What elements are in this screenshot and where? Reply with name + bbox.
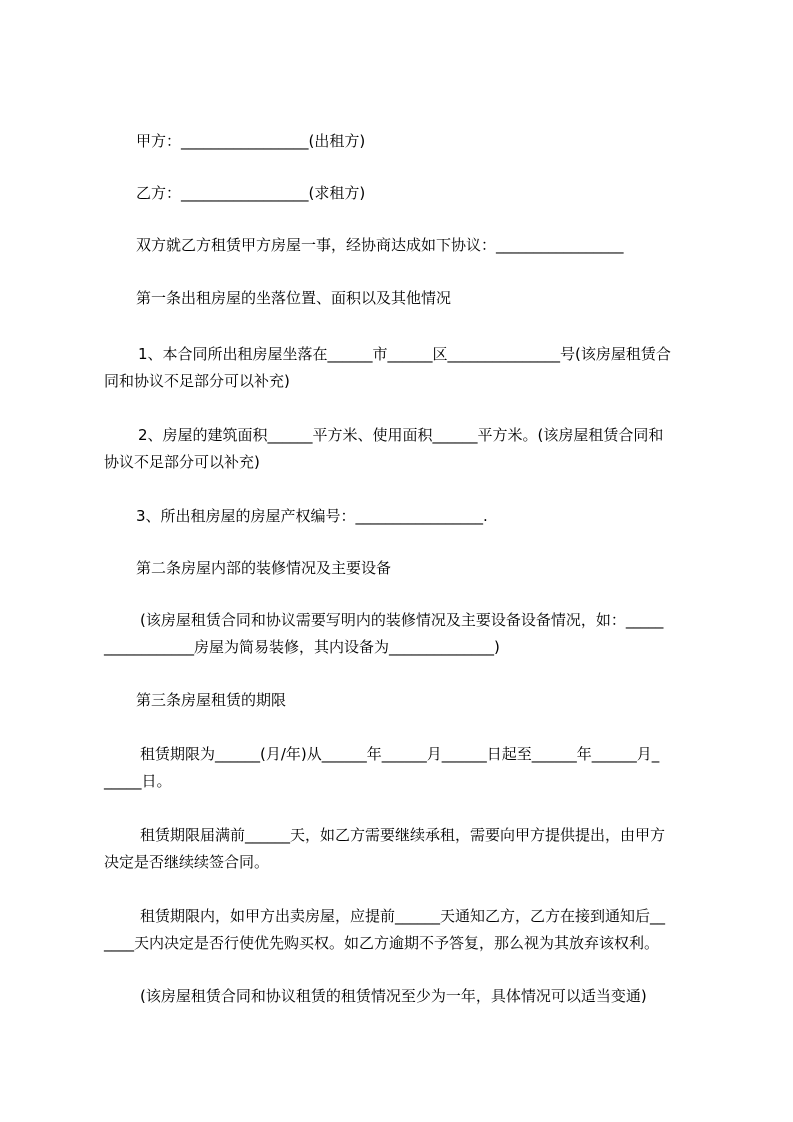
sale-line-2: ____天内决定是否行使优先购买权。如乙方逾期不予答复，那么视为其放弃该权利。: [104, 934, 660, 952]
article-1-title: 第一条出租房屋的坐落位置、面积以及其他情况: [136, 289, 452, 307]
sale-line-1: 租赁期限内，如甲方出卖房屋，应提前______天通知乙方，乙方在接到通知后__: [140, 907, 666, 925]
article-2-note-line-1: (该房屋租赁合同和协议需要写明内的装修情况及主要设备设备情况，如：_____: [140, 611, 664, 629]
expiry-line-1: 租赁期限届满前______天，如乙方需要继续承租，需要向甲方提供提出，由甲方: [140, 826, 666, 844]
article-2-title: 第二条房屋内部的装修情况及主要设备: [136, 559, 392, 577]
intro-paragraph: 双方就乙方租赁甲方房屋一事，经协商达成如下协议：_________________: [136, 236, 624, 254]
party-a-line: 甲方：_________________(出租方): [136, 132, 366, 150]
item-3: 3、所出租房屋的房屋产权编号：_________________.: [136, 507, 488, 525]
item-1-line-2: 同和协议不足部分可以补充): [104, 372, 290, 390]
expiry-line-2: 决定是否继续续签合同。: [104, 853, 270, 871]
party-b-line: 乙方：_________________(求租方): [136, 184, 366, 202]
term-line-2: _____日。: [104, 772, 172, 790]
item-2-line-1: 2、房屋的建筑面积______平方米、使用面积______平方米。(该房屋租赁合同和: [138, 426, 664, 444]
article-3-title: 第三条房屋租赁的期限: [136, 691, 287, 709]
item-1-line-1: 1、本合同所出租房屋坐落在______市______区_______________号(该房屋租赁合: [138, 345, 671, 363]
item-2-line-2: 协议不足部分可以补充): [104, 453, 260, 471]
article-2-note-line-2: ____________房屋为简易装修，其内设备为______________): [104, 638, 500, 656]
term-line-1: 租赁期限为______(月/年)从______年______月______日起至______年______月_: [140, 745, 660, 763]
term-note: (该房屋租赁合同和协议租赁的租赁情况至少为一年，具体情况可以适当变通): [140, 987, 647, 1005]
